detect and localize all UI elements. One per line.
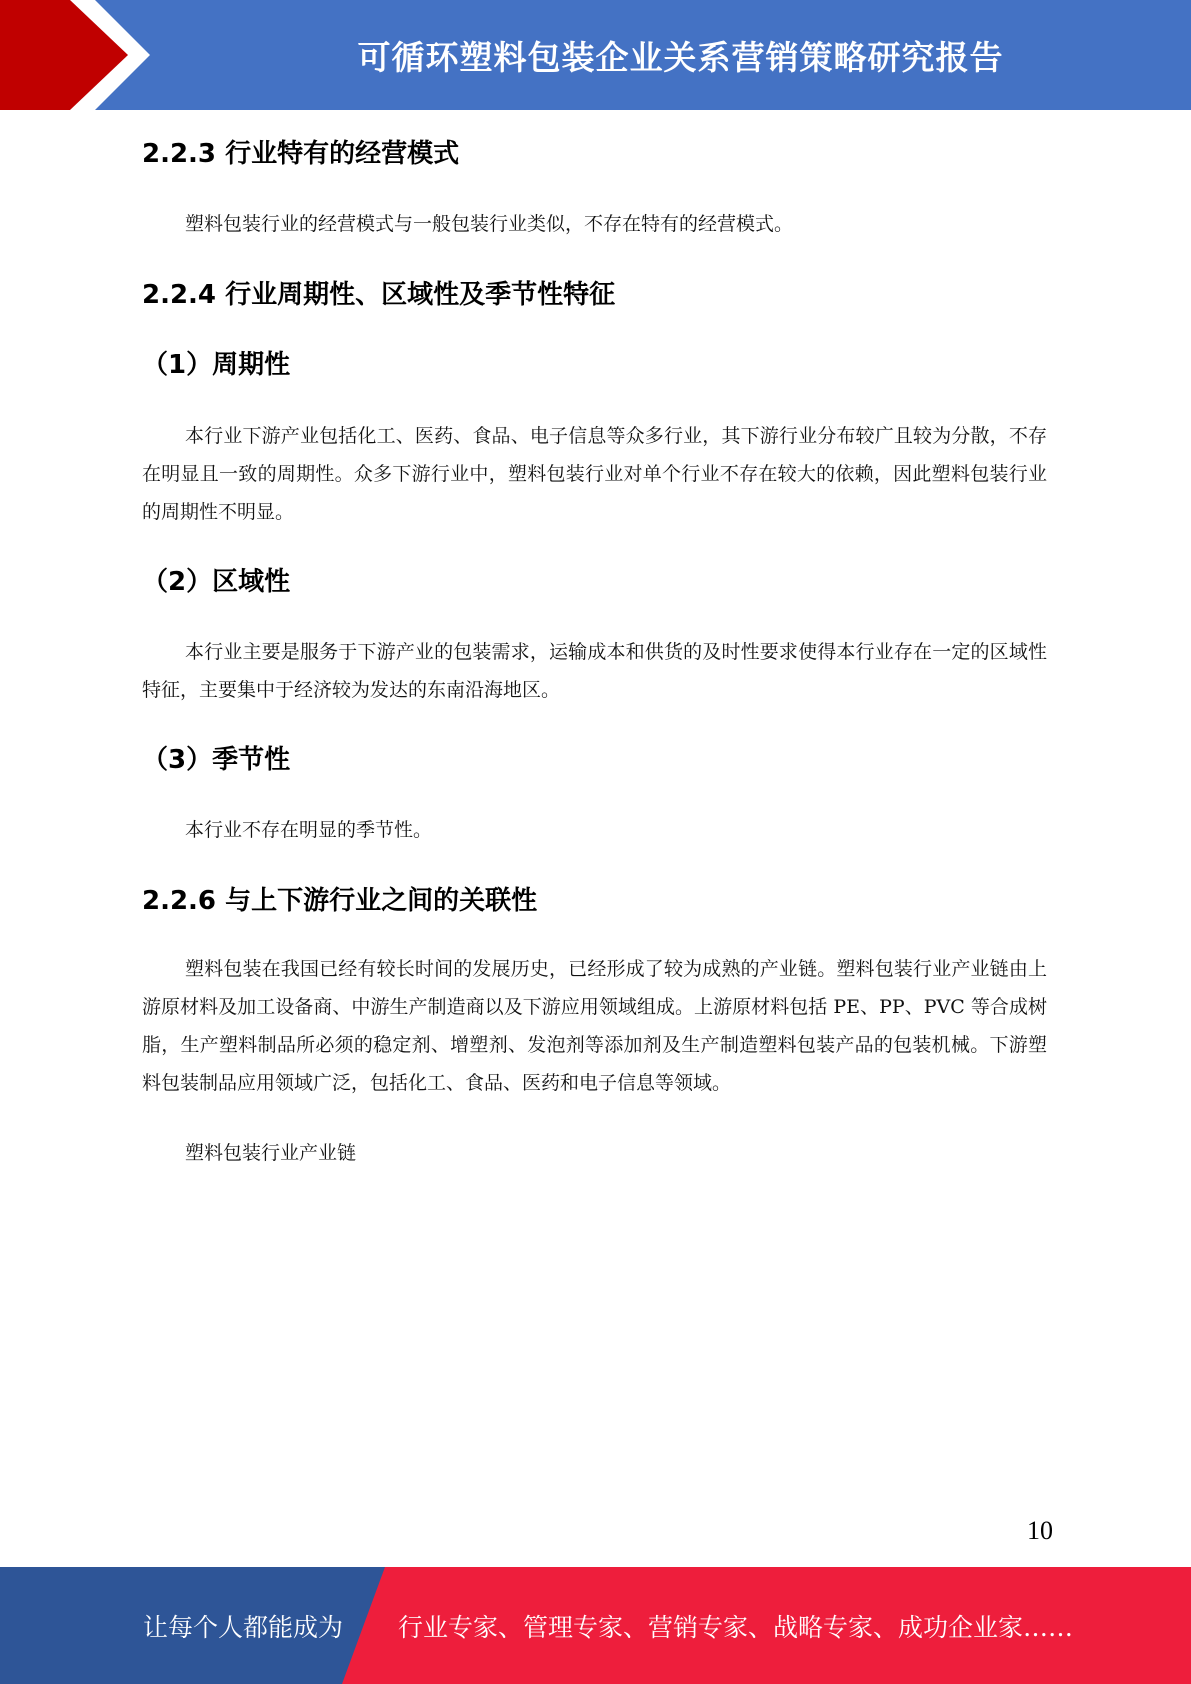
heading-2-2-3: 2.2.3 行业特有的经营模式 (142, 139, 460, 169)
page-number: 10 (1027, 1516, 1053, 1545)
heading-seasonal: （3）季节性 (142, 745, 291, 775)
heading-2-2-6: 2.2.6 与上下游行业之间的关联性 (142, 886, 538, 916)
report-title: 可循环塑料包装企业关系营销策略研究报告 (357, 37, 1004, 77)
paragraph-seasonal: 本行业不存在明显的季节性。 (185, 819, 433, 841)
paragraph-operating-mode: 塑料包装行业的经营模式与一般包装行业类似，不存在特有的经营模式。 (185, 213, 794, 235)
header-banner (0, 0, 1191, 110)
heading-regional: （2）区域性 (142, 567, 291, 597)
footer-banner (0, 1567, 1191, 1684)
heading-2-2-4: 2.2.4 行业周期性、区域性及季节性特征 (142, 280, 616, 310)
header-chevron-decoration (0, 0, 150, 110)
footer-slogan-left: 让每个人都能成为 (143, 1612, 344, 1642)
heading-cyclical: （1）周期性 (142, 350, 291, 380)
figure-caption-industry-chain: 塑料包装行业产业链 (185, 1142, 357, 1164)
paragraph-industry-chain: 塑料包装在我国已经有较长时间的发展历史，已经形成了较为成熟的产业链。塑料包装行业产业链由上游原材料及加工设备商、中游生产制造商以及下游应用领域组成。上游原材料包括 PE、PP、PVC 等合成树脂，生产塑料制品所必须的稳定剂、增塑剂、发泡剂等添加剂及生产制造塑料包装产品的包装机械。下游塑料包装制品应用领域广泛，包括化工、食品、医药和电子信息等领域。 (142, 958, 1047, 1094)
paragraph-cyclical: 本行业下游产业包括化工、医药、食品、电子信息等众多行业，其下游行业分布较广且较为分散，不存在明显且一致的周期性。众多下游行业中，塑料包装行业对单个行业不存在较大的依赖，因此塑料包装行业的周期性不明显。 (142, 425, 1047, 523)
paragraph-regional: 本行业主要是服务于下游产业的包装需求，运输成本和供货的及时性要求使得本行业存在一定的区域性特征，主要集中于经济较为发达的东南沿海地区。 (142, 641, 1047, 701)
footer-slogan-right: 行业专家、管理专家、营销专家、战略专家、成功企业家…… (398, 1612, 1074, 1642)
